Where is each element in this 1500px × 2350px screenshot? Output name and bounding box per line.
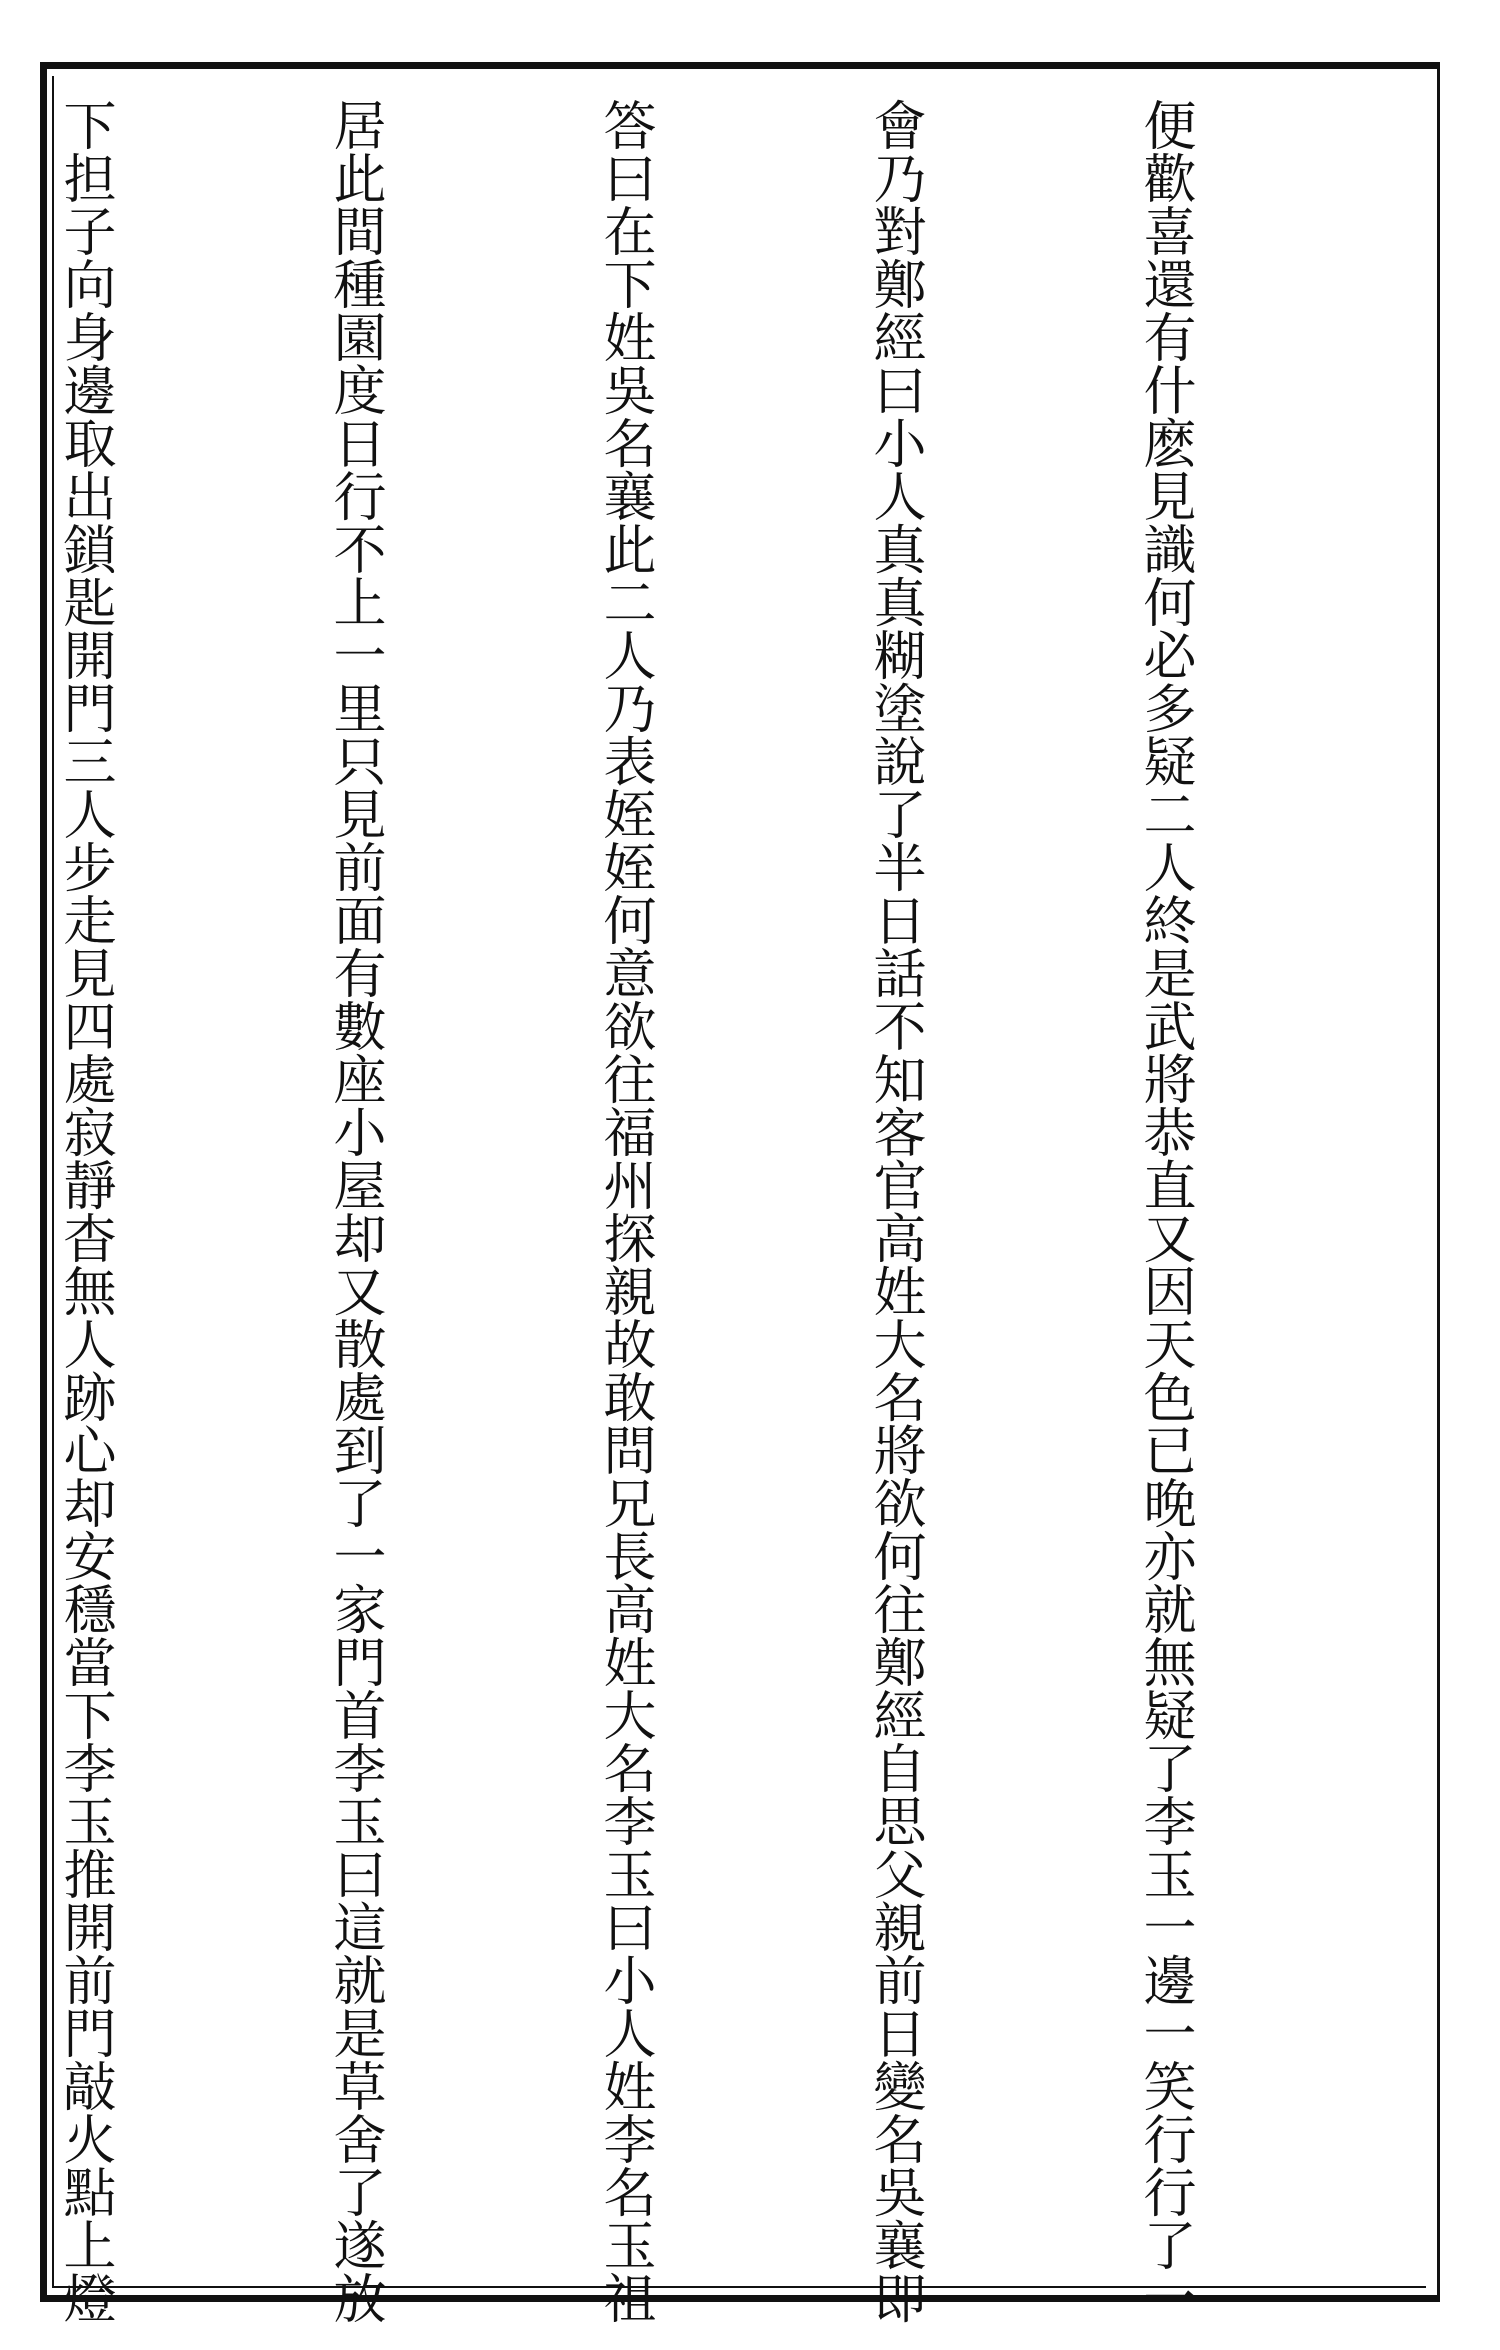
text-column: 會乃對鄭經曰小人真真糊塗說了半日話不知客官高姓大名將欲何往鄭經自思父親前日變名吳襄即 [865, 98, 926, 2324]
text-column: 便歡喜還有什麽見識何必多疑二人終是武將恭直又因天色已晚亦就無疑了李玉一邊一笑行行了一 [1135, 98, 1196, 2324]
text-column: 答曰在下姓吳名襄此二人乃表姪姪何意欲往福州探親故敢問兄長高姓大名李玉曰小人姓李名玉祖 [595, 98, 656, 2324]
text-column: 下担子向身邊取出鎖匙開門三人步走見四處寂靜杳無人跡心却安穩當下李玉推開前門敲火點上燈 [55, 98, 116, 2324]
text-column: 居此間種園度日行不上一里只見前面有數座小屋却又散處到了一家門首李玉曰這就是草舍了遂放 [325, 98, 386, 2324]
vertical-text-body [55, 98, 1390, 2324]
